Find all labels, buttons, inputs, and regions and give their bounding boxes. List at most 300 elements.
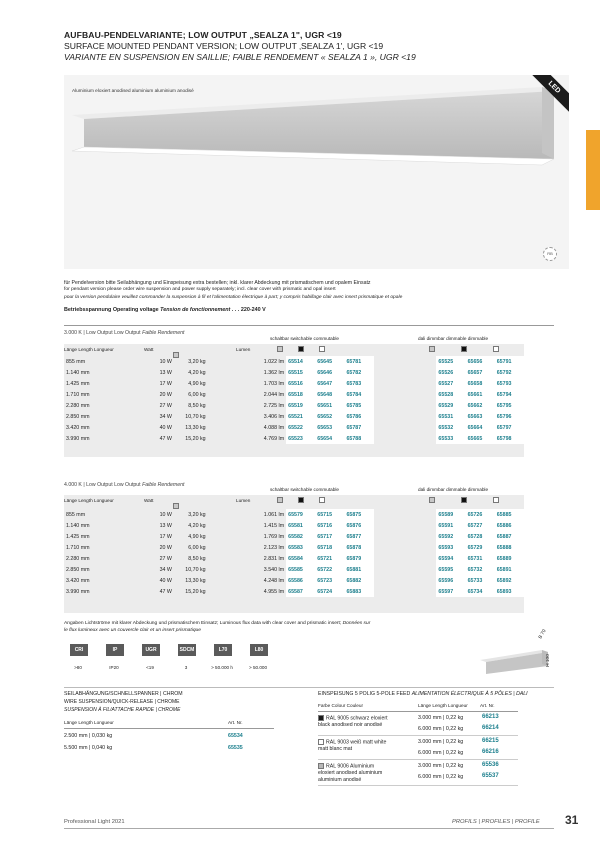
feature-icons: [64, 644, 274, 670]
divider: [64, 687, 554, 688]
col-watt: Watt: [144, 498, 154, 503]
flux-note: Angaben Lichtströme mit klarer Abdeckung und prismatischem Einsatz; Luminous flux data with clear cover and prismatic insert; Données sur: [64, 621, 371, 626]
article-number: 65663: [466, 411, 495, 422]
divider: [64, 325, 554, 326]
colour-group: [318, 760, 518, 786]
article-number: 65652: [315, 411, 344, 422]
cell-lm: 4.769 lm: [263, 435, 285, 442]
article-number: 65648: [315, 389, 344, 400]
article-number: 65531: [436, 411, 465, 422]
swatch-black: [298, 346, 304, 352]
table-row: [64, 520, 524, 531]
article-number: 65729: [466, 542, 495, 553]
dim-width: B 70: [538, 628, 548, 641]
cell-len: 855 mm: [66, 511, 86, 518]
article-number: 65647: [315, 378, 344, 389]
spacer: [374, 542, 437, 553]
article-number: 65877: [344, 531, 373, 542]
table1-body: [64, 356, 524, 444]
cell-lm: 4.955 lm: [263, 588, 285, 595]
acc2-desc: 6.000 mm | 0,22 kg: [418, 774, 464, 780]
article-number: 65597: [436, 586, 465, 597]
article-number: 65594: [436, 553, 465, 564]
table-row: [64, 564, 524, 575]
acc2-col-colour: Farbe Colour Couleur: [318, 703, 364, 708]
table-row: [62, 730, 276, 742]
description-en: for pendant version please order wire suspension and power supply separately; incl. clear cover with prismatic and opal insert: [64, 287, 336, 292]
dim-height: H 100: [545, 654, 551, 667]
article-number: 65726: [466, 509, 495, 520]
colour-swatch: [318, 763, 324, 769]
cell-kg: 15,20 kg: [185, 435, 206, 442]
acc1-table: [64, 716, 274, 756]
cell-lm: 1.415 lm: [263, 522, 285, 529]
table-row: [64, 531, 524, 542]
cell-lm: 3.406 lm: [263, 413, 285, 420]
cell-kg: 10,70 kg: [185, 413, 206, 420]
article-number: 65728: [466, 531, 495, 542]
led-badge: LED: [529, 75, 569, 113]
acc1-rows: [62, 730, 276, 754]
cell-w: 20 W: [159, 391, 172, 398]
dimension-drawing: [476, 630, 556, 680]
article-number: 65893: [495, 586, 524, 597]
divider: [64, 728, 274, 729]
cell-len: 3.420 mm: [66, 577, 90, 584]
article-number: 65584: [286, 553, 315, 564]
table-row: [64, 367, 524, 378]
swatch-grey: [429, 346, 435, 352]
article-number: 65788: [344, 433, 373, 444]
col-length: Länge Length Longueur: [64, 498, 114, 503]
table-row: [64, 509, 524, 520]
cell-lm: 4.248 lm: [263, 577, 285, 584]
article-number: 65889: [495, 553, 524, 564]
feature-icon-item: [208, 644, 238, 670]
colour-group: [318, 736, 518, 760]
article-number: 65793: [495, 378, 524, 389]
cell-lm: 1.703 lm: [263, 380, 285, 387]
table1-group-dali: dali dimmbar dimmable dimmable: [418, 336, 489, 341]
cell-w: 10 W: [159, 511, 172, 518]
article-number: 65878: [344, 542, 373, 553]
article-number: 65795: [495, 400, 524, 411]
article-number: 65527: [436, 378, 465, 389]
swatch-white: [319, 346, 325, 352]
spacer: [374, 400, 437, 411]
ip20-icon: IP: [106, 644, 124, 656]
cell-w: 40 W: [159, 577, 172, 584]
article-number: 65581: [286, 520, 315, 531]
article-number: 65783: [344, 378, 373, 389]
acc2-desc: 6.000 mm | 0,22 kg: [418, 750, 464, 756]
acc1-title-fr: SUSPENSION À FIL/ATTACHE RAPIDE | CHROME: [64, 707, 181, 713]
article-number: 65592: [436, 531, 465, 542]
table2: [64, 495, 524, 613]
article-number: 65516: [286, 378, 315, 389]
acc1-title-en: WIRE SUSPENSION/QUICK-RELEASE | CHROME: [64, 699, 180, 705]
description-de: für Pendelversion bitte Seilabhängung und Einspeisung extra bestellen; inkl. klarer Abdeckung mit prismatischem und opalem Einsatz: [64, 280, 371, 286]
article-number: 65888: [495, 542, 524, 553]
table-row: [64, 575, 524, 586]
feature-value: > 50.000: [248, 665, 267, 670]
cell-len: 3.420 mm: [66, 424, 90, 431]
col-length: Länge Length Longueur: [64, 347, 114, 352]
article-number: 65535: [228, 745, 243, 751]
article-number: 65727: [466, 520, 495, 531]
article-number: 65785: [344, 400, 373, 411]
table-row: [64, 586, 524, 597]
cell-len: 1.425 mm: [66, 533, 90, 540]
article-number: 65536: [482, 762, 499, 768]
article-number: 65586: [286, 575, 315, 586]
cell-w: 17 W: [159, 380, 172, 387]
cell-len: 2.850 mm: [66, 413, 90, 420]
spacer: [374, 520, 437, 531]
article-number: 65723: [315, 575, 344, 586]
article-number: 65521: [286, 411, 315, 422]
flux-note-fr: le flux lumineux avec un couvercle clair et un insert prismatique: [64, 628, 202, 633]
swatch-grey: [429, 497, 435, 503]
cell-w: 34 W: [159, 413, 172, 420]
feature-value: >80: [74, 665, 82, 670]
cell-kg: 10,70 kg: [185, 566, 206, 573]
footer-rule: [64, 828, 554, 829]
rb-badge: RB: [543, 247, 557, 261]
dali-colour-swatches: [416, 346, 512, 352]
table-row: [64, 433, 524, 444]
table2-group-switch: schaltbar switchable commutable: [270, 487, 340, 492]
article-number: 65732: [466, 564, 495, 575]
spacer: [374, 509, 437, 520]
cell-w: 27 W: [159, 402, 172, 409]
cell-len: 1.425 mm: [66, 380, 90, 387]
article-number: 65534: [228, 733, 243, 739]
article-number: 65662: [466, 400, 495, 411]
acc2-groups: [318, 712, 518, 786]
swatch-black: [461, 497, 467, 503]
article-number: 65722: [315, 564, 344, 575]
feature-icon-item: [172, 644, 202, 670]
cell-kg: 8,50 kg: [188, 402, 206, 409]
table-row: [64, 356, 524, 367]
article-number: 65596: [436, 575, 465, 586]
article-number: 65589: [436, 509, 465, 520]
article-number: 65515: [286, 367, 315, 378]
swatch-white: [493, 346, 499, 352]
cell-lm: 2.044 lm: [263, 391, 285, 398]
table-row: [64, 422, 524, 433]
cell-lm: 2.725 lm: [263, 402, 285, 409]
cell-kg: 15,20 kg: [185, 588, 206, 595]
table2-body: [64, 509, 524, 597]
operating-voltage: Betriebsspannung Operating voltage Tension de fonctionnement . . . 220-240 V: [64, 307, 266, 313]
cell-w: 27 W: [159, 555, 172, 562]
table2-section: 4.000 K | Low Output Low Output Faible Rendement: [64, 482, 185, 488]
article-number: 65658: [466, 378, 495, 389]
cell-kg: 8,50 kg: [188, 555, 206, 562]
feature-icon-item: [100, 644, 130, 670]
acc2-title: EINSPEISUNG 5 POLIG 5-POLE FEED ALIMENTATION ÉLECTRIQUE À 5 PÔLES | DALI: [318, 691, 528, 697]
article-number: 65875: [344, 509, 373, 520]
cell-lm: 1.061 lm: [263, 511, 285, 518]
colour-swatch: [318, 739, 324, 745]
cell-len: 2.850 mm: [66, 566, 90, 573]
table2-group-dali: dali dimmbar dimmable dimmable: [418, 487, 489, 492]
colour-label: [318, 739, 416, 753]
cell-lm: 2.831 lm: [263, 555, 285, 562]
feature-value: <19: [146, 665, 154, 670]
article-number: 65591: [436, 520, 465, 531]
colour-name-alt: eloxiert anodised aluminium: [318, 770, 383, 777]
acc2-desc: 6.000 mm | 0,22 kg: [418, 726, 464, 732]
spacer: [374, 531, 437, 542]
acc2-col-art: Art. Nr.: [480, 703, 495, 708]
article-number: 65733: [466, 575, 495, 586]
cell-len: 2.280 mm: [66, 402, 90, 409]
article-number: 65661: [466, 389, 495, 400]
article-number: 66216: [482, 749, 499, 755]
colour-name: RAL 9005 schwarz eloxiert: [326, 715, 388, 722]
acc1-desc: 2.500 mm | 0,030 kg: [64, 733, 113, 739]
swatch-white: [319, 497, 325, 503]
cell-w: 13 W: [159, 369, 172, 376]
cell-kg: 6,00 kg: [188, 544, 206, 551]
product-image: [64, 75, 569, 269]
article-number: 65595: [436, 564, 465, 575]
article-number: 65665: [466, 433, 495, 444]
title-fr: VARIANTE EN SUSPENSION EN SAILLIE; FAIBLE RENDEMENT « SEALZA 1 », UGR <19: [64, 52, 416, 62]
cell-w: 10 W: [159, 358, 172, 365]
article-number: 65883: [344, 586, 373, 597]
cell-lm: 1.022 lm: [263, 358, 285, 365]
cell-len: 1.140 mm: [66, 522, 90, 529]
finish-caption: Aluminium eloxiert anodised aluminium aluminium anodisé: [72, 88, 194, 93]
description-fr: pour la version pendulaire veuillez commander la suspension à fil et l'alimentation électrique à part; y compris habillage clair avec insert prismatique et opale: [64, 295, 403, 300]
article-number: 65792: [495, 367, 524, 378]
feature-icon-item: [64, 644, 94, 670]
acc1-col-art: Art. Nr.: [228, 720, 243, 725]
acc2-desc: 3.000 mm | 0,22 kg: [418, 715, 464, 721]
article-number: 65718: [315, 542, 344, 553]
title-en: SURFACE MOUNTED PENDANT VERSION; LOW OUTPUT ‚SEALZA 1', UGR <19: [64, 41, 384, 51]
article-number: 65715: [315, 509, 344, 520]
article-number: 65892: [495, 575, 524, 586]
lifetime-l80-icon: L80: [250, 644, 268, 656]
article-number: 65798: [495, 433, 524, 444]
acc2-desc: 3.000 mm | 0,22 kg: [418, 763, 464, 769]
article-number: 65525: [436, 356, 465, 367]
cell-kg: 4,90 kg: [188, 380, 206, 387]
acc2-table: [318, 699, 554, 789]
colour-label: [318, 763, 416, 784]
colour-group: [318, 712, 518, 736]
article-number: 65651: [315, 400, 344, 411]
article-number: 65887: [495, 531, 524, 542]
article-number: 65514: [286, 356, 315, 367]
article-number: 65734: [466, 586, 495, 597]
article-number: 65784: [344, 389, 373, 400]
table-row: [62, 742, 276, 754]
col-lumen: Lumen: [236, 498, 251, 503]
feature-icon-item: [244, 644, 274, 670]
cell-len: 1.710 mm: [66, 544, 90, 551]
article-number: 65716: [315, 520, 344, 531]
colour-name: RAL 9006 Aluminium: [326, 763, 375, 770]
luminaire-illustration: [64, 75, 569, 269]
spacer: [374, 575, 437, 586]
spacer: [374, 389, 437, 400]
cell-w: 13 W: [159, 522, 172, 529]
spacer: [374, 378, 437, 389]
article-number: 65796: [495, 411, 524, 422]
swatch-grey: [277, 497, 283, 503]
article-number: 65519: [286, 400, 315, 411]
acc2-col-length: Länge Length Longueur: [418, 703, 468, 708]
switch-colour-swatches: [269, 497, 333, 503]
article-number: 65786: [344, 411, 373, 422]
acc1-title-de: SEILABHÄNGUNG/SCHNELLSPANNER | CHROM: [64, 691, 183, 697]
spacer: [374, 367, 437, 378]
cell-lm: 1.362 lm: [263, 369, 285, 376]
cell-kg: 13,30 kg: [185, 424, 206, 431]
feature-value: 3: [184, 665, 188, 670]
footer-section: PROFILS | PROFILES | PROFILE: [452, 819, 540, 825]
acc2-desc: 3.000 mm | 0,22 kg: [418, 739, 464, 745]
colour-name-alt: black anodised noir anodisé: [318, 722, 383, 729]
acc1-desc: 5.500 mm | 0,040 kg: [64, 745, 113, 751]
article-number: 65721: [315, 553, 344, 564]
feature-icon-item: [136, 644, 166, 670]
orange-side-tab: [586, 130, 600, 210]
col-lumen: Lumen: [236, 347, 251, 352]
table1-group-switch: schaltbar switchable commutable: [270, 336, 340, 341]
cell-kg: 4,90 kg: [188, 533, 206, 540]
table-row: [64, 553, 524, 564]
cell-len: 3.990 mm: [66, 435, 90, 442]
table-row: [64, 400, 524, 411]
spacer: [374, 356, 437, 367]
cell-lm: 2.123 lm: [263, 544, 285, 551]
article-number: 66215: [482, 738, 499, 744]
cell-len: 1.710 mm: [66, 391, 90, 398]
article-number: 65794: [495, 389, 524, 400]
article-number: 65664: [466, 422, 495, 433]
acc1-col-length: Länge Length Longueur: [64, 720, 114, 725]
article-number: 65891: [495, 564, 524, 575]
spacer: [374, 422, 437, 433]
swatch-grey: [277, 346, 283, 352]
article-number: 65876: [344, 520, 373, 531]
article-number: 65724: [315, 586, 344, 597]
title-de: AUFBAU-PENDELVARIANTE; LOW OUTPUT „SEALZA 1", UGR <19: [64, 30, 342, 40]
colour-swatch: [318, 715, 324, 721]
cell-len: 855 mm: [66, 358, 86, 365]
ugr-icon: UGR: [142, 644, 160, 656]
cell-w: 47 W: [159, 588, 172, 595]
cell-lm: 3.540 lm: [263, 566, 285, 573]
article-number: 65587: [286, 586, 315, 597]
article-number: 65529: [436, 400, 465, 411]
article-number: 65717: [315, 531, 344, 542]
cell-w: 47 W: [159, 435, 172, 442]
table1-section: 3.000 K | Low Output Low Output Faible Rendement: [64, 330, 185, 336]
table-row: [64, 378, 524, 389]
table-row: [64, 542, 524, 553]
colour-name-alt: aluminium anodisé: [318, 777, 362, 784]
article-number: 65522: [286, 422, 315, 433]
article-number: 65645: [315, 356, 344, 367]
cell-w: 34 W: [159, 566, 172, 573]
cell-kg: 4,20 kg: [188, 369, 206, 376]
spacer: [374, 553, 437, 564]
colour-label: [318, 715, 416, 729]
colour-name: RAL 9003 weiß matt white: [326, 739, 387, 746]
article-number: 65537: [482, 773, 499, 779]
article-number: 65646: [315, 367, 344, 378]
article-number: 65579: [286, 509, 315, 520]
feature-value: > 50.000 h: [211, 665, 233, 670]
col-watt: Watt: [144, 347, 154, 352]
article-number: 65533: [436, 433, 465, 444]
cell-lm: 4.088 lm: [263, 424, 285, 431]
table-row: [64, 411, 524, 422]
cell-w: 40 W: [159, 424, 172, 431]
article-number: 65881: [344, 564, 373, 575]
footer-catalog: Professional Light 2021: [64, 819, 125, 825]
article-number: 65787: [344, 422, 373, 433]
swatch-black: [461, 346, 467, 352]
article-number: 65797: [495, 422, 524, 433]
spacer: [374, 433, 437, 444]
article-number: 65523: [286, 433, 315, 444]
article-number: 66213: [482, 714, 499, 720]
cell-len: 1.140 mm: [66, 369, 90, 376]
cell-kg: 3,20 kg: [188, 511, 206, 518]
cell-lm: 1.769 lm: [263, 533, 285, 540]
article-number: 65653: [315, 422, 344, 433]
article-number: 65585: [286, 564, 315, 575]
swatch-white: [493, 497, 499, 503]
article-number: 65532: [436, 422, 465, 433]
cell-kg: 6,00 kg: [188, 391, 206, 398]
article-number: 65882: [344, 575, 373, 586]
article-number: 65526: [436, 367, 465, 378]
article-number: 65885: [495, 509, 524, 520]
cell-kg: 3,20 kg: [188, 358, 206, 365]
cri-icon: CRI: [70, 644, 88, 656]
spacer: [374, 411, 437, 422]
page-number: 31: [565, 813, 579, 827]
sdcm-icon: SDCM: [178, 644, 196, 656]
article-number: 65879: [344, 553, 373, 564]
colour-name-alt: matt blanc mat: [318, 746, 353, 753]
cell-kg: 13,30 kg: [185, 577, 206, 584]
switch-colour-swatches: [269, 346, 333, 352]
table1: [64, 344, 524, 457]
spacer: [374, 586, 437, 597]
lifetime-l70-icon: L70: [214, 644, 232, 656]
article-number: 65593: [436, 542, 465, 553]
article-number: 65583: [286, 542, 315, 553]
spacer: [374, 564, 437, 575]
dali-colour-swatches: [416, 497, 512, 503]
cell-len: 2.280 mm: [66, 555, 90, 562]
article-number: 65782: [344, 367, 373, 378]
cell-w: 20 W: [159, 544, 172, 551]
cell-kg: 4,20 kg: [188, 522, 206, 529]
feature-value: IP20: [109, 665, 119, 670]
